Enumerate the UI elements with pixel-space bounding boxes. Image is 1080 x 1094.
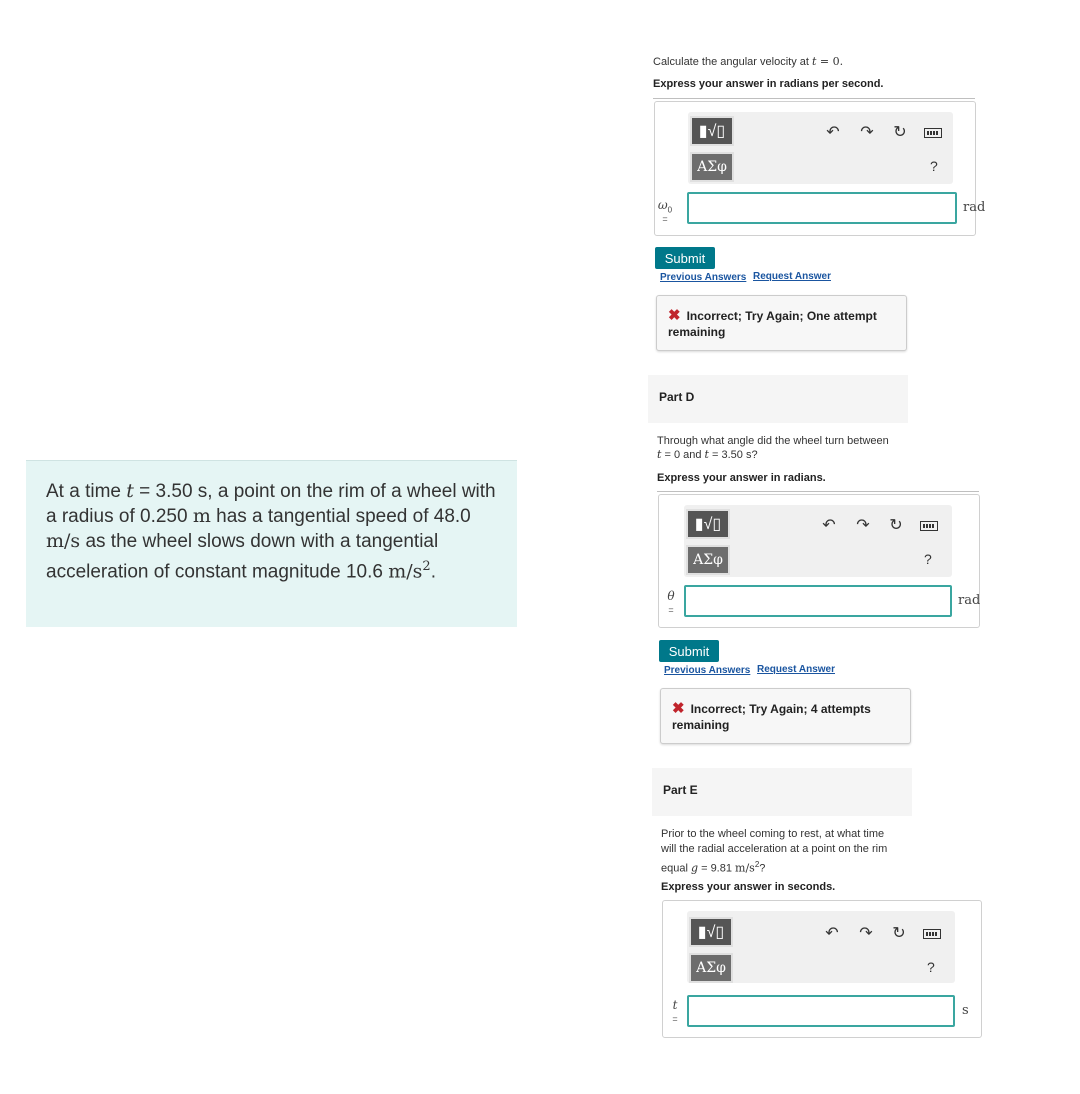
undo-icon[interactable]: ↶ — [826, 124, 840, 141]
partE-instruction: Express your answer in seconds. — [661, 881, 836, 893]
partD-header[interactable]: Part D — [648, 375, 908, 423]
divider — [653, 98, 975, 99]
greek-symbols-button[interactable]: ΑΣφ — [690, 152, 734, 182]
help-icon[interactable]: ? — [930, 158, 938, 174]
equals-sign: = — [668, 605, 674, 615]
divider — [657, 491, 979, 492]
math-toolbar — [684, 505, 952, 577]
partD-instruction: Express your answer in radians. — [657, 472, 826, 484]
partE-header[interactable]: Part E — [652, 768, 912, 816]
math-toolbar — [688, 112, 953, 184]
math-toolbar — [687, 911, 955, 983]
partE-question: Prior to the wheel coming to rest, at what time will the radial acceleration at a point on the rim equal g = 9.81 $m/s^2$? — [661, 828, 888, 875]
problem-text: At a time t = 3.50 s, a point on the rim of a wheel with a radius of 0.250 m has a tangential speed of 48.0 m/s as the wheel slows down with a tangential acceleration of constant magnitude 10.6 $m/s^2$. — [46, 480, 496, 583]
equals-sign: = — [672, 1014, 678, 1024]
partD-feedback: ✖ Incorrect; Try Again; 4 attempts remaining — [660, 688, 911, 744]
partC-unit: rad — [963, 200, 986, 215]
partD-unit: rad — [958, 593, 981, 608]
greek-symbols-button[interactable]: ΑΣφ — [686, 545, 730, 575]
help-icon[interactable]: ? — [924, 551, 932, 567]
partC-submit-button[interactable]: Submit — [655, 247, 715, 269]
partC-answer-input[interactable] — [687, 192, 957, 224]
keyboard-icon[interactable] — [920, 521, 938, 531]
reset-icon[interactable]: ↻ — [893, 124, 907, 141]
partC-question: Calculate the angular velocity at t = 0. — [653, 55, 844, 68]
keyboard-icon[interactable] — [923, 929, 941, 939]
greek-symbols-button[interactable]: ΑΣφ — [689, 953, 733, 983]
partD-request-answer-link[interactable]: Request Answer — [757, 664, 835, 675]
redo-icon[interactable]: ↷ — [860, 124, 874, 141]
partC-answer-box — [654, 101, 986, 236]
partC-feedback: ✖ Incorrect; Try Again; One attempt remaining — [656, 295, 907, 351]
partC-instruction: Express your answer in radians per second. — [653, 78, 884, 90]
redo-icon[interactable]: ↷ — [856, 517, 870, 534]
partD-previous-answers-link[interactable]: Previous Answers — [664, 665, 751, 676]
partC-previous-answers-link[interactable]: Previous Answers — [660, 272, 747, 283]
templates-button[interactable]: ▮√▯ — [686, 509, 730, 539]
undo-icon[interactable]: ↶ — [822, 517, 836, 534]
templates-button[interactable]: ▮√▯ — [689, 917, 733, 947]
partE-variable-label: t — [672, 998, 678, 1012]
partD-answer-box — [658, 494, 980, 628]
equals-sign: = — [662, 214, 668, 224]
reset-icon[interactable]: ↻ — [889, 517, 903, 534]
help-icon[interactable]: ? — [927, 959, 935, 975]
partC-request-answer-link[interactable]: Request Answer — [753, 271, 831, 282]
undo-icon[interactable]: ↶ — [825, 925, 839, 942]
problem-statement — [26, 460, 517, 627]
partE-answer-input[interactable] — [687, 995, 955, 1027]
partE-answer-box — [662, 900, 982, 1038]
reset-icon[interactable]: ↻ — [892, 925, 906, 942]
incorrect-icon: ✖ — [668, 307, 681, 324]
partD-answer-input[interactable] — [684, 585, 952, 617]
partC-variable-label: $\omega_0$ — [657, 198, 673, 215]
partD-question: Through what angle did the wheel turn between t = 0 and t = 3.50 s? — [657, 435, 889, 461]
partE-unit: s — [962, 1003, 969, 1018]
partD-submit-button[interactable]: Submit — [659, 640, 719, 662]
redo-icon[interactable]: ↷ — [859, 925, 873, 942]
partD-variable-label: θ — [667, 589, 675, 603]
templates-button[interactable]: ▮√▯ — [690, 116, 734, 146]
keyboard-icon[interactable] — [924, 128, 942, 138]
incorrect-icon: ✖ — [672, 700, 685, 717]
